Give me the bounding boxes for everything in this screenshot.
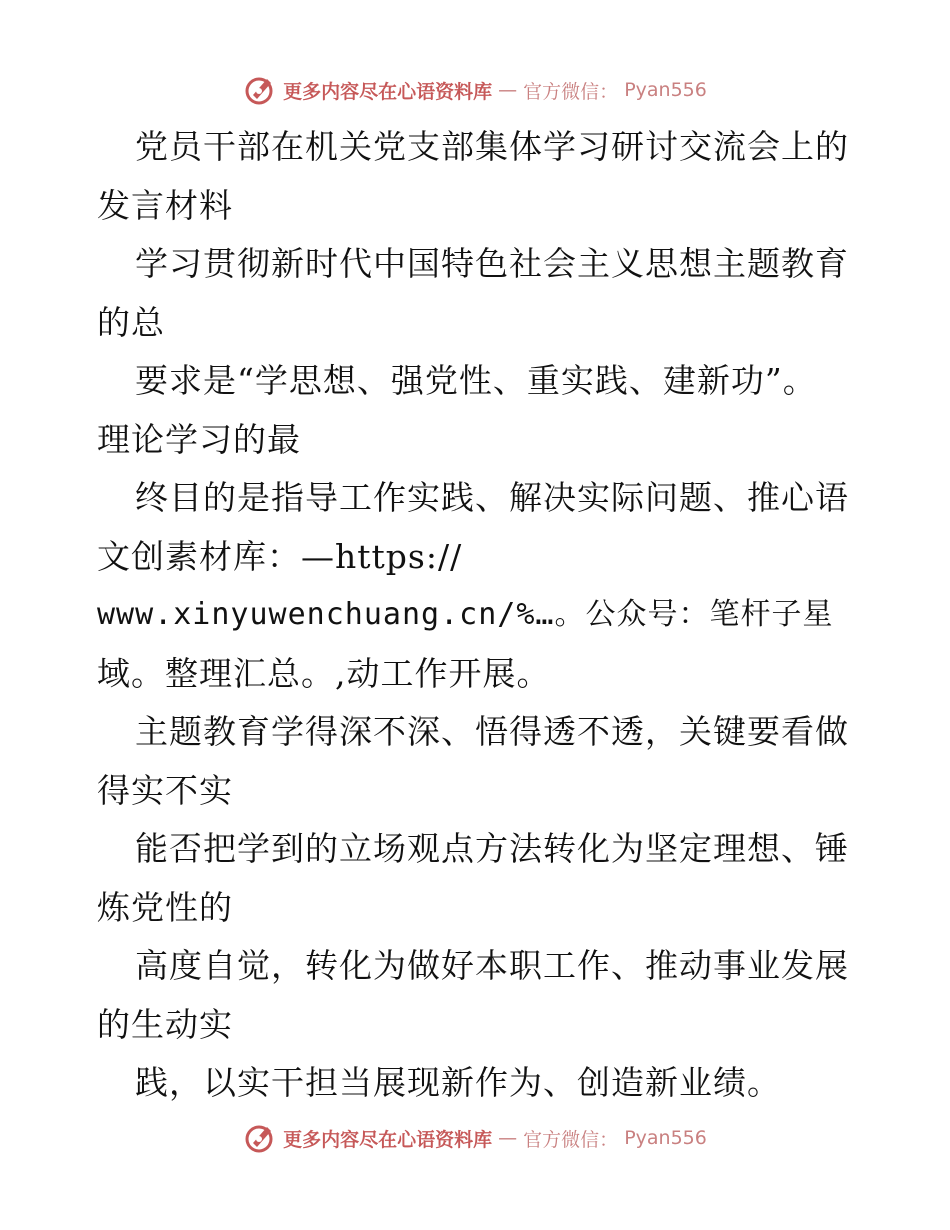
watermark-official-label: 官方微信： [523, 80, 619, 103]
watermark-wechat-id: Pyan556 [624, 79, 707, 101]
body-line: 学习贯彻新时代中国特色社会主义思想主题教育 [135, 244, 849, 283]
footer-watermark [0, 1118, 950, 1158]
body-line: 高度自觉，转化为做好本职工作、推动事业发展 [135, 946, 849, 985]
body-line: 炼党性的 [97, 887, 233, 927]
body-line: 的生动实 [97, 1004, 233, 1044]
watermark-brand: 更多内容尽在心语资料库 [283, 1128, 493, 1151]
body-line-url: www.xinyuwenchuang.cn/%…。公众号：笔杆子星 [97, 597, 834, 632]
body-line: 党员干部在机关党支部集体学习研讨交流会上的 [135, 127, 849, 166]
body-line: 主题教育学得深不深、悟得透不透，关键要看做 [135, 712, 849, 751]
body-line: 践，以实干担当展现新作为、创造新业绩。 [135, 1063, 781, 1102]
watermark-wechat-id: Pyan556 [624, 1127, 707, 1149]
body-line: 发言材料 [97, 185, 233, 225]
watermark-official-label: 官方微信： [523, 1128, 619, 1151]
watermark-brand: 更多内容尽在心语资料库 [283, 80, 493, 103]
watermark-separator: — [498, 1127, 518, 1149]
document-body [97, 118, 857, 1113]
header-watermark [0, 70, 950, 110]
body-line: 理论学习的最 [97, 419, 301, 459]
body-line: 要求是“学思想、强党性、重实践、建新功”。 [135, 361, 817, 400]
body-line: 能否把学到的立场观点方法转化为坚定理想、锤 [135, 829, 849, 868]
body-line: 终目的是指导工作实践、解决实际问题、推心语 [135, 478, 849, 517]
pen-nib-logo-icon [243, 1121, 277, 1155]
body-line: 得实不实 [97, 770, 233, 810]
watermark-separator: — [498, 79, 518, 101]
body-line: 域。整理汇总。,动工作开展。 [97, 653, 551, 693]
pen-nib-logo-icon [243, 73, 277, 107]
body-line: 文创素材库：—https:// [97, 536, 463, 576]
body-line: 的总 [97, 302, 165, 342]
